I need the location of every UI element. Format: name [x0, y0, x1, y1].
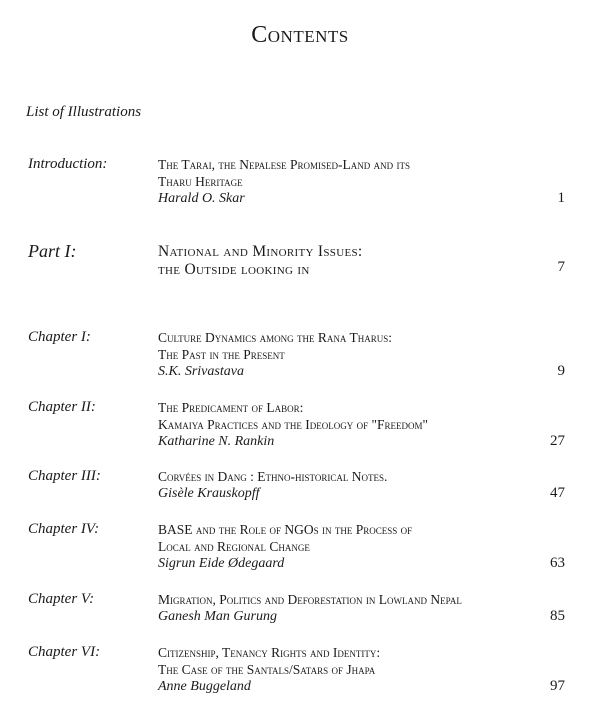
- entry-title-line: Migration, Politics and Deforestation in Lowland Nepal: [158, 592, 462, 607]
- entry-title-line: The Predicament of Labor:: [158, 400, 304, 415]
- entry-page-number: 7: [557, 259, 565, 275]
- entry-title-line: The Past in the Present: [158, 347, 285, 362]
- entry-page-number: 1: [557, 190, 565, 206]
- entry-title-line: BASE and the Role of NGOs in the Process of: [158, 522, 413, 537]
- entry-title-line: The Case of the Santals/Satars of Jhapa: [158, 662, 376, 677]
- entry-author: Ganesh Man Gurung: [158, 609, 277, 624]
- entry-page-number: 47: [550, 485, 565, 501]
- entry-page-number: 27: [550, 433, 565, 449]
- entry-author: Gisèle Krauskopff: [158, 486, 260, 501]
- entry-page-number: 63: [550, 555, 565, 571]
- entry-title-line: Corvées in Dang : Ethno-historical Notes.: [158, 469, 388, 484]
- entry-title-line: Local and Regional Change: [158, 539, 310, 554]
- entry-title-line: The Tarai, the Nepalese Promised-Land and its: [158, 157, 411, 172]
- entry-label: Part I:: [28, 241, 77, 261]
- entry-label: Chapter III:: [28, 468, 101, 484]
- entry-label: Chapter I:: [28, 329, 91, 345]
- entry-title-line: National and Minority Issues:: [158, 243, 363, 260]
- entry-page-number: 97: [550, 678, 565, 694]
- entry-title-line: Culture Dynamics among the Rana Tharus:: [158, 330, 393, 345]
- entry-label: Chapter V:: [28, 591, 95, 607]
- entry-label: Chapter IV:: [28, 521, 100, 537]
- entry-title-line: Citizenship, Tenancy Rights and Identity:: [158, 645, 381, 660]
- list-of-illustrations: List of Illustrations: [26, 104, 142, 120]
- entry-title-line: the Outside looking in: [158, 261, 310, 278]
- entry-page-number: 85: [550, 608, 565, 624]
- entry-label: Chapter VI:: [28, 644, 101, 660]
- entry-author: Sigrun Eide Ødegaard: [158, 556, 285, 571]
- page-title: Contents: [251, 22, 349, 48]
- entry-author: Katharine N. Rankin: [158, 434, 275, 449]
- entry-author: Harald O. Skar: [158, 191, 245, 206]
- entry-title-line: Kamaiya Practices and the Ideology of "Freedom": [158, 417, 429, 432]
- entry-label: Introduction:: [28, 156, 108, 172]
- entry-author: Anne Buggeland: [158, 679, 251, 694]
- entry-label: Chapter II:: [28, 399, 96, 415]
- entry-author: S.K. Srivastava: [158, 364, 244, 379]
- entry-title-line: Tharu Heritage: [158, 174, 243, 189]
- entry-page-number: 9: [557, 363, 565, 379]
